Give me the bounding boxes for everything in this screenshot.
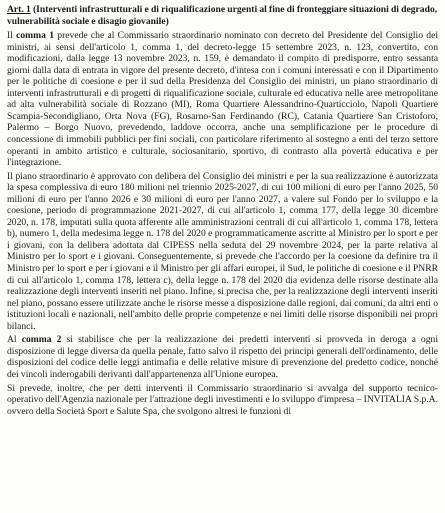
paragraph-text: si stabilisce che per la realizzazione dei predetti interventi si provveda in deroga a ogni disposizione di legge diversa da quella penale, fatto salvo il rispetto dei principi generali dell'ordinamento, delle disposizioni del codice delle leggi antimafia e delle relative misure di prevenzione del predetto codice, nonché dei vincoli inderogabili derivanti dall'appartenenza all'Unione europea. bbox=[7, 334, 438, 380]
article-title: (Interventi infrastrutturali e di riqualificazione urgenti al fine di fronteggiare situazioni di degrado, vulnerabilità sociale e disagio giovanile) bbox=[7, 4, 438, 27]
paragraph-comma-1 bbox=[7, 30, 438, 169]
document-body bbox=[7, 4, 438, 419]
paragraph-text: Si prevede, inoltre, che per detti interventi il Commissario straordinario si avvalga del supporto tecnico-operativo dell'Agenzia nazionale per l'attrazione degli investimenti e lo sviluppo d'impresa – INVITALIA S.p.A. ovvero della Società Sport e Salute Spa, che svolgono altresì le funzioni di bbox=[7, 382, 438, 417]
paragraph-lead: Il bbox=[7, 30, 17, 42]
paragraph-text: Il piano straordinario è approvato con delibera del Consiglio dei ministri e per la sua realizzazione è autorizzata la spesa complessiva di euro 180 milioni nel triennio 2025-2027, di cui 100 milioni di euro per l'anno 2025, 50 milioni di euro per l'anno 2026 e 30 milioni di euro per l'anno 2027, a valere sul Fondo per lo sviluppo e la coesione, periodo di programmazione 2021-2027, di cui all'articolo 1, comma 177, della legge 30 dicembre 2020, n. 178, imputati sulla quota afferente alle amministrazioni centrali di cui all'articolo 1, comma 178, lettera b), numero 1, della medesima legge n. 178 del 2020 e programmaticamente ascritte al Ministro per lo sport e per i giovani, con la delibera adottata dal CIPESS nella seduta del 29 novembre 2024, per la parte relativa al Ministro per lo sport e i giovani. Conseguentemente, si prevede che l'accordo per la coesione da definire tra il Ministro per lo sport e per i giovani e il Ministro per gli affari europei, il Sud, le politiche di coesione e il PNRR di cui all'articolo 1, comma 178, lettera c), della legge n. 178 del 2020 dia evidenza delle risorse destinate alla realizzazione degli interventi inseriti nel piano. Infine, si precisa che, per la realizzazione degli interventi inseriti nel piano, possano essere utilizzate anche le risorse messe a disposizione dalle regioni, dai comuni, da altri enti o istituzioni locali e nazionali, nell'ambito delle proprie competenze e nei limiti delle risorse disponibili nei propri bilanci. bbox=[7, 170, 438, 332]
article-number: Art. 1 bbox=[7, 4, 31, 15]
paragraph-piano-straordinario bbox=[7, 171, 438, 333]
paragraph-text: prevede che al Commissario straordinario nominato con decreto del Presidente del Consiglio dei ministri, ai sensi dell'articolo 1, comma 1, del decreto-legge 15 settembre 2023, n. 123, convertito, con modificazioni, dalla legge 13 novembre 2023, n. 159, è demandato il compito di predisporre, entro sessanta giorni dalla data di entrata in vigore del presente decreto, d'intesa con i comuni interessati e con il Dipartimento per le politiche di coesione e per il sud della Presidenza del Consiglio dei ministri, un piano straordinario di interventi infrastrutturali e di progetti di riqualificazione sociale, culturale ed educativa nelle aree metropolitane ad alta vulnerabilità sociale di Rozzano (MI), Roma Quartiere Alessandrino-Quarticciolo, Napoli Quartiere Scampia-Secondigliano, Orta Nova (FG), Rosarno-San Ferdinando (RC), Catania Quartiere San Cristoforo, Palermo – Borgo Nuovo, prevedendo, laddove occorra, anche una semplificazione per le procedure di concessione di immobili pubblici per fini sociali, con particolare riferimento al sostegno a enti del terzo settore operanti in ambito artistico e culturale, sociosanitario, sportivo, di contrasto alla povertà educativa e per l'integrazione. bbox=[7, 30, 438, 169]
paragraph-comma-2 bbox=[7, 334, 438, 380]
comma-reference: comma 2 bbox=[21, 334, 62, 346]
comma-reference: comma 1 bbox=[16, 30, 55, 42]
paragraph-lead: Al bbox=[7, 334, 22, 346]
paragraph-supporto-tecnico bbox=[7, 383, 438, 418]
article-heading bbox=[7, 4, 438, 27]
